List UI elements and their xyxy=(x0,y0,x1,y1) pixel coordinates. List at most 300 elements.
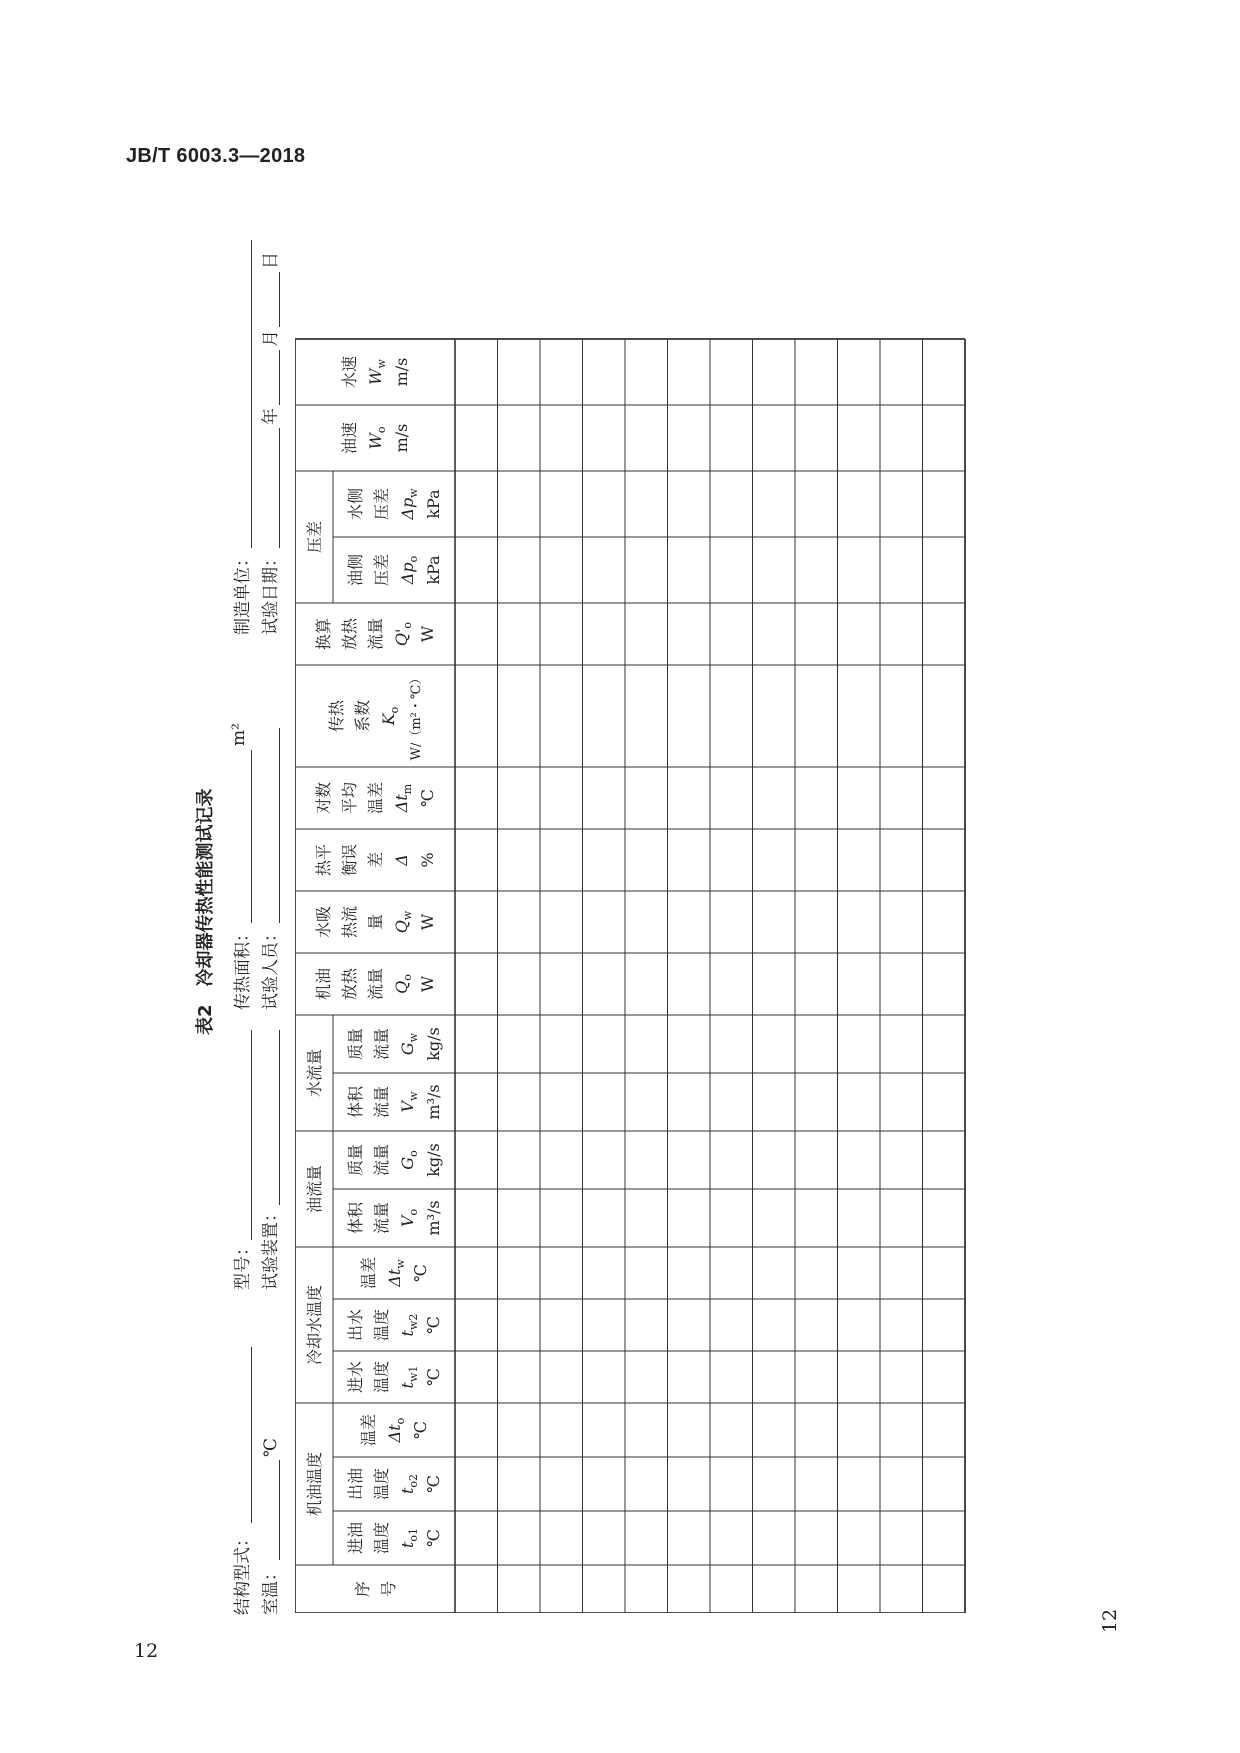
table-cell-r1-c14[interactable] xyxy=(456,768,497,828)
table-cell-r6-c19[interactable] xyxy=(669,406,710,470)
table-cell-r3-c12[interactable] xyxy=(541,892,582,952)
table-cell-r5-c18[interactable] xyxy=(626,472,667,536)
table-cell-r4-c4[interactable] xyxy=(584,1352,625,1402)
table-cell-r9-c1[interactable] xyxy=(796,1512,837,1564)
table-cell-r8-c10[interactable] xyxy=(754,1016,795,1072)
table-cell-r11-c16[interactable] xyxy=(881,604,922,664)
table-cell-r1-c8[interactable] xyxy=(456,1132,497,1188)
table-cell-r8-c6[interactable] xyxy=(754,1248,795,1298)
table-cell-r6-c0[interactable] xyxy=(669,1566,710,1612)
table-cell-r9-c19[interactable] xyxy=(796,406,837,470)
table-cell-r12-c8[interactable] xyxy=(924,1132,965,1188)
table-cell-r2-c17[interactable] xyxy=(499,538,540,602)
table-cell-r3-c18[interactable] xyxy=(541,472,582,536)
table-cell-r8-c5[interactable] xyxy=(754,1300,795,1350)
header-cell-2-line-0: 出油 xyxy=(346,1467,365,1501)
table-cell-r6-c8[interactable] xyxy=(669,1132,710,1188)
table-cell-r9-c13[interactable] xyxy=(796,830,837,890)
fill-line-test-device[interactable] xyxy=(279,1030,280,1205)
table-cell-r5-c11[interactable] xyxy=(626,954,667,1014)
table-cell-r10-c18[interactable] xyxy=(839,472,880,536)
table-cell-r7-c6[interactable] xyxy=(711,1248,752,1298)
table-cell-r10-c5[interactable] xyxy=(839,1300,880,1350)
table-cell-r8-c14[interactable] xyxy=(754,768,795,828)
table-cell-r4-c18[interactable] xyxy=(584,472,625,536)
table-cell-r10-c0[interactable] xyxy=(839,1566,880,1612)
table-cell-r10-c16[interactable] xyxy=(839,604,880,664)
table-cell-r6-c15[interactable] xyxy=(669,666,710,766)
table-cell-r2-c12[interactable] xyxy=(499,892,540,952)
table-cell-r1-c20[interactable] xyxy=(456,340,497,404)
table-cell-r1-c19[interactable] xyxy=(456,406,497,470)
table-cell-r3-c3[interactable] xyxy=(541,1404,582,1456)
table-cell-r11-c17[interactable] xyxy=(881,538,922,602)
table-cell-r6-c14[interactable] xyxy=(669,768,710,828)
header-cell-12-line-0: 水吸 xyxy=(314,905,333,939)
table-cell-r5-c7[interactable] xyxy=(626,1190,667,1246)
table-cell-r2-c2[interactable] xyxy=(499,1458,540,1510)
table-cell-r3-c4[interactable] xyxy=(541,1352,582,1402)
table-cell-r10-c13[interactable] xyxy=(839,830,880,890)
table-cell-r1-c12[interactable] xyxy=(456,892,497,952)
table-cell-r10-c14[interactable] xyxy=(839,768,880,828)
table-cell-r7-c10[interactable] xyxy=(711,1016,752,1072)
table-cell-r4-c15[interactable] xyxy=(584,666,625,766)
table-cell-r12-c13[interactable] xyxy=(924,830,965,890)
table-cell-r3-c17[interactable] xyxy=(541,538,582,602)
table-cell-r11-c12[interactable] xyxy=(881,892,922,952)
table-cell-r6-c6[interactable] xyxy=(669,1248,710,1298)
fill-line-manufacturer[interactable] xyxy=(251,240,252,548)
table-cell-r8-c11[interactable] xyxy=(754,954,795,1014)
table-cell-r4-c14[interactable] xyxy=(584,768,625,828)
table-cell-r8-c13[interactable] xyxy=(754,830,795,890)
table-cell-r11-c4[interactable] xyxy=(881,1352,922,1402)
fill-line-model[interactable] xyxy=(251,1030,252,1240)
table-cell-r1-c18[interactable] xyxy=(456,472,497,536)
table-cell-r7-c7[interactable] xyxy=(711,1190,752,1246)
table-cell-r1-c0[interactable] xyxy=(456,1566,497,1612)
table-cell-r11-c6[interactable] xyxy=(881,1248,922,1298)
table-cell-r11-c20[interactable] xyxy=(881,340,922,404)
table-cell-r4-c19[interactable] xyxy=(584,406,625,470)
table-cell-r9-c4[interactable] xyxy=(796,1352,837,1402)
table-cell-r1-c17[interactable] xyxy=(456,538,497,602)
table-cell-r4-c8[interactable] xyxy=(584,1132,625,1188)
table-cell-r8-c16[interactable] xyxy=(754,604,795,664)
table-cell-r3-c14[interactable] xyxy=(541,768,582,828)
table-cell-r2-c16[interactable] xyxy=(499,604,540,664)
header-cell-17-line-1: 压差 xyxy=(372,553,391,587)
label-heat-area: 传热面积： xyxy=(233,925,253,1010)
table-cell-r1-c2[interactable] xyxy=(456,1458,497,1510)
table-cell-r6-c9[interactable] xyxy=(669,1074,710,1130)
table-cell-r9-c9[interactable] xyxy=(796,1074,837,1130)
header-cell-5-line-1: 温度 xyxy=(372,1308,391,1342)
table-cell-r12-c11[interactable] xyxy=(924,954,965,1014)
table-cell-r7-c12[interactable] xyxy=(711,892,752,952)
table-cell-r1-c3[interactable] xyxy=(456,1404,497,1456)
table-cell-r10-c6[interactable] xyxy=(839,1248,880,1298)
table-cell-r9-c20[interactable] xyxy=(796,340,837,404)
table-cell-r2-c15[interactable] xyxy=(499,666,540,766)
table-cell-r6-c20[interactable] xyxy=(669,340,710,404)
table-cell-r12-c9[interactable] xyxy=(924,1074,965,1130)
header-cell-4-line-2: $t_{w1}$ xyxy=(398,1365,420,1389)
table-cell-r1-c16[interactable] xyxy=(456,604,497,664)
table-cell-r5-c5[interactable] xyxy=(626,1300,667,1350)
table-cell-r7-c19[interactable] xyxy=(711,406,752,470)
table-cell-r2-c1[interactable] xyxy=(499,1512,540,1564)
table-cell-r7-c11[interactable] xyxy=(711,954,752,1014)
header-cell-5-line-3: ℃ xyxy=(424,1316,443,1334)
table-cell-r2-c10[interactable] xyxy=(499,1016,540,1072)
label-model: 型号： xyxy=(233,1239,253,1290)
header-cell-2-line-3: ℃ xyxy=(424,1475,443,1493)
table-cell-r10-c15[interactable] xyxy=(839,666,880,766)
table-cell-r7-c0[interactable] xyxy=(711,1566,752,1612)
table-cell-r1-c13[interactable] xyxy=(456,830,497,890)
table-cell-r4-c16[interactable] xyxy=(584,604,625,664)
table-cell-r1-c15[interactable] xyxy=(456,666,497,766)
table-cell-r9-c2[interactable] xyxy=(796,1458,837,1510)
table-cell-r12-c20[interactable] xyxy=(924,340,965,404)
table-cell-r5-c12[interactable] xyxy=(626,892,667,952)
header-cell-0-line-1: 号 xyxy=(379,1580,398,1598)
header-cell-11-line-1: 放热 xyxy=(340,967,359,1001)
table-cell-r7-c20[interactable] xyxy=(711,340,752,404)
table-cell-r7-c15[interactable] xyxy=(711,666,752,766)
label-day: 日 xyxy=(261,252,281,269)
table-cell-r5-c17[interactable] xyxy=(626,538,667,602)
table-cell-r3-c7[interactable] xyxy=(541,1190,582,1246)
table-cell-r8-c17[interactable] xyxy=(754,538,795,602)
header-cell-10-line-1: 流量 xyxy=(372,1027,391,1061)
table-cell-r6-c13[interactable] xyxy=(669,830,710,890)
table-cell-r5-c16[interactable] xyxy=(626,604,667,664)
table-cell-r12-c10[interactable] xyxy=(924,1016,965,1072)
table-cell-r5-c13[interactable] xyxy=(626,830,667,890)
header-cell-7-line-3: m³/s xyxy=(424,1200,443,1236)
table-cell-r8-c15[interactable] xyxy=(754,666,795,766)
table-cell-r4-c1[interactable] xyxy=(584,1512,625,1564)
table-cell-r5-c9[interactable] xyxy=(626,1074,667,1130)
table-cell-r7-c17[interactable] xyxy=(711,538,752,602)
header-cell-9-line-3: m³/s xyxy=(424,1084,443,1120)
table-cell-r12-c1[interactable] xyxy=(924,1512,965,1564)
table-cell-r6-c4[interactable] xyxy=(669,1352,710,1402)
table-cell-r9-c6[interactable] xyxy=(796,1248,837,1298)
table-cell-r2-c4[interactable] xyxy=(499,1352,540,1402)
table-cell-r11-c9[interactable] xyxy=(881,1074,922,1130)
table-cell-r12-c2[interactable] xyxy=(924,1458,965,1510)
table-cell-r2-c19[interactable] xyxy=(499,406,540,470)
table-cell-r8-c7[interactable] xyxy=(754,1190,795,1246)
table-cell-r9-c12[interactable] xyxy=(796,892,837,952)
fill-line-day[interactable] xyxy=(279,272,280,327)
table-cell-r8-c2[interactable] xyxy=(754,1458,795,1510)
table-cell-r12-c12[interactable] xyxy=(924,892,965,952)
table-cell-r6-c5[interactable] xyxy=(669,1300,710,1350)
table-cell-r1-c4[interactable] xyxy=(456,1352,497,1402)
table-cell-r9-c8[interactable] xyxy=(796,1132,837,1188)
table-cell-r11-c5[interactable] xyxy=(881,1300,922,1350)
table-cell-r7-c9[interactable] xyxy=(711,1074,752,1130)
table-cell-r10-c11[interactable] xyxy=(839,954,880,1014)
table-cell-r2-c18[interactable] xyxy=(499,472,540,536)
table-cell-r11-c10[interactable] xyxy=(881,1016,922,1072)
table-cell-r5-c10[interactable] xyxy=(626,1016,667,1072)
table-cell-r11-c14[interactable] xyxy=(881,768,922,828)
group-header-2: 油流量 xyxy=(305,1164,324,1214)
table-cell-r6-c18[interactable] xyxy=(669,472,710,536)
table-cell-r9-c7[interactable] xyxy=(796,1190,837,1246)
table-cell-r4-c3[interactable] xyxy=(584,1404,625,1456)
table-cell-r3-c13[interactable] xyxy=(541,830,582,890)
table-cell-r3-c5[interactable] xyxy=(541,1300,582,1350)
table-cell-r3-c10[interactable] xyxy=(541,1016,582,1072)
fill-line-structure-type[interactable] xyxy=(251,1347,252,1523)
header-cell-17-line-0: 油侧 xyxy=(346,553,365,587)
table-cell-r2-c6[interactable] xyxy=(499,1248,540,1298)
table-title: 表2 冷却器传热性能测试记录 xyxy=(195,788,216,1035)
header-cell-15-line-3: W/（m²・℃） xyxy=(409,671,424,761)
table-cell-r2-c7[interactable] xyxy=(499,1190,540,1246)
fill-line-room-temp[interactable] xyxy=(279,1460,280,1560)
table-cell-r3-c6[interactable] xyxy=(541,1248,582,1298)
table-cell-r12-c3[interactable] xyxy=(924,1404,965,1456)
table-cell-r9-c3[interactable] xyxy=(796,1404,837,1456)
table-cell-r1-c7[interactable] xyxy=(456,1190,497,1246)
table-cell-r12-c17[interactable] xyxy=(924,538,965,602)
table-cell-r3-c19[interactable] xyxy=(541,406,582,470)
table-cell-r9-c17[interactable] xyxy=(796,538,837,602)
header-cell-15-line-1: 系数 xyxy=(353,699,372,733)
table-cell-r7-c1[interactable] xyxy=(711,1512,752,1564)
table-cell-r5-c20[interactable] xyxy=(626,340,667,404)
group-header-0: 机油温度 xyxy=(305,1451,324,1517)
table-cell-r6-c16[interactable] xyxy=(669,604,710,664)
table-cell-r4-c17[interactable] xyxy=(584,538,625,602)
fill-line-year[interactable] xyxy=(279,428,280,548)
table-cell-r4-c10[interactable] xyxy=(584,1016,625,1072)
table-cell-r2-c14[interactable] xyxy=(499,768,540,828)
table-cell-r8-c19[interactable] xyxy=(754,406,795,470)
header-cell-12-line-2: 量 xyxy=(366,913,385,931)
table-cell-r12-c19[interactable] xyxy=(924,406,965,470)
table-cell-r3-c2[interactable] xyxy=(541,1458,582,1510)
table-cell-r7-c14[interactable] xyxy=(711,768,752,828)
table-cell-r2-c5[interactable] xyxy=(499,1300,540,1350)
table-cell-r5-c2[interactable] xyxy=(626,1458,667,1510)
table-cell-r11-c1[interactable] xyxy=(881,1512,922,1564)
table-cell-r10-c1[interactable] xyxy=(839,1512,880,1564)
table-cell-r7-c18[interactable] xyxy=(711,472,752,536)
table-cell-r10-c10[interactable] xyxy=(839,1016,880,1072)
table-cell-r6-c1[interactable] xyxy=(669,1512,710,1564)
table-cell-r2-c13[interactable] xyxy=(499,830,540,890)
table-cell-r11-c8[interactable] xyxy=(881,1132,922,1188)
table-cell-r7-c13[interactable] xyxy=(711,830,752,890)
table-cell-r4-c5[interactable] xyxy=(584,1300,625,1350)
table-cell-r2-c3[interactable] xyxy=(499,1404,540,1456)
table-cell-r10-c2[interactable] xyxy=(839,1458,880,1510)
table-cell-r5-c4[interactable] xyxy=(626,1352,667,1402)
table-cell-r5-c15[interactable] xyxy=(626,666,667,766)
table-cell-r11-c11[interactable] xyxy=(881,954,922,1014)
table-cell-r10-c17[interactable] xyxy=(839,538,880,602)
table-cell-r4-c6[interactable] xyxy=(584,1248,625,1298)
header-cell-20-line-2: m/s xyxy=(392,357,411,387)
table-cell-r2-c9[interactable] xyxy=(499,1074,540,1130)
table-cell-r4-c9[interactable] xyxy=(584,1074,625,1130)
table-cell-r2-c20[interactable] xyxy=(499,340,540,404)
table-cell-r10-c7[interactable] xyxy=(839,1190,880,1246)
table-cell-r11-c0[interactable] xyxy=(881,1566,922,1612)
table-cell-r10-c12[interactable] xyxy=(839,892,880,952)
table-cell-r7-c3[interactable] xyxy=(711,1404,752,1456)
header-cell-9-line-2: $V_w$ xyxy=(398,1091,420,1113)
table-cell-r8-c12[interactable] xyxy=(754,892,795,952)
header-cell-16-line-3: $Q'_o$ xyxy=(392,621,414,647)
table-cell-r8-c0[interactable] xyxy=(754,1566,795,1612)
table-cell-r9-c0[interactable] xyxy=(796,1566,837,1612)
header-cell-4-line-1: 温度 xyxy=(372,1360,391,1394)
table-cell-r8-c9[interactable] xyxy=(754,1074,795,1130)
table-cell-r9-c18[interactable] xyxy=(796,472,837,536)
label-tester: 试验人员： xyxy=(261,925,281,1010)
table-cell-r5-c19[interactable] xyxy=(626,406,667,470)
table-cell-r9-c10[interactable] xyxy=(796,1016,837,1072)
table-cell-r10-c19[interactable] xyxy=(839,406,880,470)
table-cell-r5-c0[interactable] xyxy=(626,1566,667,1612)
table-cell-r1-c9[interactable] xyxy=(456,1074,497,1130)
table-cell-r11-c18[interactable] xyxy=(881,472,922,536)
label-manufacturer: 制造单位： xyxy=(233,550,253,635)
fill-line-tester[interactable] xyxy=(279,728,280,923)
table-cell-r5-c3[interactable] xyxy=(626,1404,667,1456)
table-cell-r9-c16[interactable] xyxy=(796,604,837,664)
table-cell-r4-c0[interactable] xyxy=(584,1566,625,1612)
table-cell-r2-c0[interactable] xyxy=(499,1566,540,1612)
table-cell-r6-c12[interactable] xyxy=(669,892,710,952)
header-cell-11-line-3: $Q_o$ xyxy=(392,974,414,994)
table-cell-r3-c20[interactable] xyxy=(541,340,582,404)
table-cell-r8-c1[interactable] xyxy=(754,1512,795,1564)
table-cell-r4-c12[interactable] xyxy=(584,892,625,952)
table-cell-r6-c10[interactable] xyxy=(669,1016,710,1072)
table-cell-r4-c2[interactable] xyxy=(584,1458,625,1510)
table-cell-r3-c16[interactable] xyxy=(541,604,582,664)
table-cell-r6-c11[interactable] xyxy=(669,954,710,1014)
table-cell-r11-c19[interactable] xyxy=(881,406,922,470)
header-cell-3-line-0: 温差 xyxy=(359,1413,378,1447)
table-cell-r3-c11[interactable] xyxy=(541,954,582,1014)
table-cell-r8-c18[interactable] xyxy=(754,472,795,536)
table-cell-r7-c16[interactable] xyxy=(711,604,752,664)
table-cell-r6-c3[interactable] xyxy=(669,1404,710,1456)
table-cell-r7-c8[interactable] xyxy=(711,1132,752,1188)
table-cell-r3-c9[interactable] xyxy=(541,1074,582,1130)
table-cell-r11-c7[interactable] xyxy=(881,1190,922,1246)
header-cell-9-line-1: 流量 xyxy=(372,1085,391,1119)
label-month: 月 xyxy=(261,330,281,347)
table-cell-r11-c13[interactable] xyxy=(881,830,922,890)
table-cell-r3-c0[interactable] xyxy=(541,1566,582,1612)
table-cell-r9-c5[interactable] xyxy=(796,1300,837,1350)
table-cell-r8-c8[interactable] xyxy=(754,1132,795,1188)
table-cell-r1-c1[interactable] xyxy=(456,1512,497,1564)
table-cell-r12-c4[interactable] xyxy=(924,1352,965,1402)
table-cell-r4-c20[interactable] xyxy=(584,340,625,404)
fill-line-heat-area[interactable] xyxy=(251,750,252,923)
table-cell-r10-c3[interactable] xyxy=(839,1404,880,1456)
table-cell-r12-c15[interactable] xyxy=(924,666,965,766)
table-cell-r1-c5[interactable] xyxy=(456,1300,497,1350)
table-cell-r10-c4[interactable] xyxy=(839,1352,880,1402)
table-cell-r7-c2[interactable] xyxy=(711,1458,752,1510)
table-cell-r12-c6[interactable] xyxy=(924,1248,965,1298)
table-cell-r5-c1[interactable] xyxy=(626,1512,667,1564)
fill-line-month[interactable] xyxy=(279,350,280,405)
table-cell-r5-c8[interactable] xyxy=(626,1132,667,1188)
table-cell-r11-c15[interactable] xyxy=(881,666,922,766)
table-cell-r3-c8[interactable] xyxy=(541,1132,582,1188)
label-year: 年 xyxy=(261,408,281,425)
table-cell-r7-c5[interactable] xyxy=(711,1300,752,1350)
table-cell-r2-c8[interactable] xyxy=(499,1132,540,1188)
table-cell-r3-c15[interactable] xyxy=(541,666,582,766)
header-cell-16-line-2: 流量 xyxy=(366,617,385,651)
table-cell-r3-c1[interactable] xyxy=(541,1512,582,1564)
table-cell-r4-c13[interactable] xyxy=(584,830,625,890)
table-cell-r12-c14[interactable] xyxy=(924,768,965,828)
table-cell-r2-c11[interactable] xyxy=(499,954,540,1014)
table-cell-r12-c16[interactable] xyxy=(924,604,965,664)
table-cell-r4-c7[interactable] xyxy=(584,1190,625,1246)
table-cell-r11-c3[interactable] xyxy=(881,1404,922,1456)
table-cell-r6-c17[interactable] xyxy=(669,538,710,602)
header-cell-20-line-0: 水速 xyxy=(340,355,359,389)
table-cell-r1-c10[interactable] xyxy=(456,1016,497,1072)
table-cell-r10-c20[interactable] xyxy=(839,340,880,404)
table-cell-r7-c4[interactable] xyxy=(711,1352,752,1402)
table-cell-r1-c11[interactable] xyxy=(456,954,497,1014)
table-cell-r1-c6[interactable] xyxy=(456,1248,497,1298)
table-cell-r4-c11[interactable] xyxy=(584,954,625,1014)
table-cell-r8-c20[interactable] xyxy=(754,340,795,404)
header-cell-1-line-0: 进油 xyxy=(346,1521,365,1555)
table-cell-r6-c2[interactable] xyxy=(669,1458,710,1510)
table-cell-r12-c0[interactable] xyxy=(924,1566,965,1612)
table-cell-r9-c15[interactable] xyxy=(796,666,837,766)
table-cell-r8-c3[interactable] xyxy=(754,1404,795,1456)
table-cell-r12-c7[interactable] xyxy=(924,1190,965,1246)
table-cell-r11-c2[interactable] xyxy=(881,1458,922,1510)
header-cell-7-line-0: 体积 xyxy=(346,1201,365,1235)
table-cell-r8-c4[interactable] xyxy=(754,1352,795,1402)
table-cell-r5-c6[interactable] xyxy=(626,1248,667,1298)
table-cell-r6-c7[interactable] xyxy=(669,1190,710,1246)
table-cell-r10-c8[interactable] xyxy=(839,1132,880,1188)
header-cell-12-line-4: W xyxy=(418,913,437,931)
table-cell-r10-c9[interactable] xyxy=(839,1074,880,1130)
table-cell-r12-c18[interactable] xyxy=(924,472,965,536)
table-cell-r9-c11[interactable] xyxy=(796,954,837,1014)
table-cell-r12-c5[interactable] xyxy=(924,1300,965,1350)
table-cell-r9-c14[interactable] xyxy=(796,768,837,828)
table-cell-r5-c14[interactable] xyxy=(626,768,667,828)
